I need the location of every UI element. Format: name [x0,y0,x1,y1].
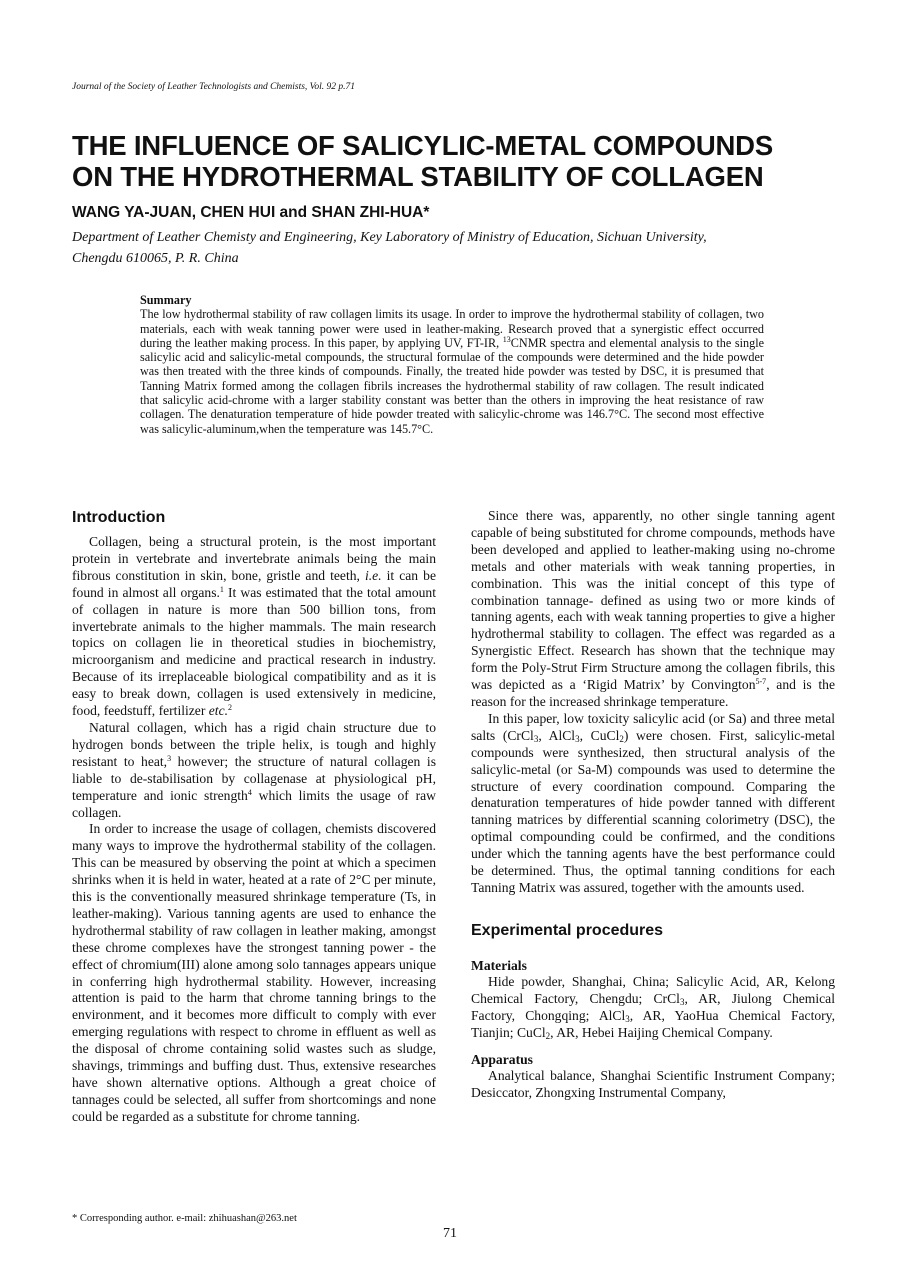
isotope-superscript: 13 [502,334,511,344]
title-line-2: ON THE HYDROTHERMAL STABILITY OF COLLAGEN [72,161,764,192]
text-run: it can be found in almost all organs. [72,567,436,600]
subscript: 3 [679,996,685,1007]
subscript: 3 [533,733,539,744]
right-column [471,508,835,1102]
journal-header: Journal of the Society of Leather Technologists and Chemists, Vol. 92 p.71 [72,82,356,92]
subscript: 2 [619,733,624,744]
text-run: , CuCl [579,727,620,743]
left-column [72,508,436,1126]
italic-text: etc. [208,703,229,719]
reference-superscript: 1 [219,584,224,594]
intro-paragraph-4 [471,508,835,711]
summary-section [140,293,764,436]
reference-superscript: 4 [247,787,252,797]
text-run: , AR, Jiulong Chemical Factory, Chongqing; AlCl [471,990,835,1023]
text-run: It was estimated that the total amount of collagen in nature is more than 500 billion tons, from invertebrate animals to the higher mammals. The main research topics on collagen lie in theoretical studies in biochemistry, microorganism and medicine and practical research in industry. Because of its irreplaceable biological compatibility and as it is easy to break down, collagen is used extensively in medicine, food, feedstuff, fertilizer [72,584,436,719]
summary-heading: Summary [140,293,192,307]
authors: WANG YA-JUAN, CHEN HUI and SHAN ZHI-HUA* [72,204,430,221]
summary-text [140,307,764,436]
apparatus-paragraph: Analytical balance, Shanghai Scientific Instrument Company; Desiccator, Zhongxing Instrumental Company, [471,1068,835,1101]
text-run: Collagen, being a structural protein, is the most important protein in vertebrate and invertebrate animals being the main fibrous constitution in skin, bone, gristle and teeth, [72,534,436,583]
subscript: 2 [545,1030,551,1041]
intro-paragraph-3: In order to increase the usage of collagen, chemists discovered many ways to improve the hydrothermal stability of the collagen. This can be measured by observing the point at which a specimen shrinks when it is held in water, heated at a rate of 2°C per minute, this is the conventionally measured shrinkage temperature (Ts, in leather-making). Various tanning agents are used to enhance the hydrothermal stability of raw collagen in leather making, amongst these chrome complexes have the strongest tanning power - the effect of chromium(III) alone among solo tannages appears unique in conferring high hydrothermal stability. However, increasing attention is paid to the harm that chrome tanning brings to the environment, and it becomes more difficult to comply with ever emerging regulations with respect to chrome in effluent as well as the disposal of chrome containing solid wastes such as sludge, shavings, trimmings and buffing dust. Thus, extensive researches have shown alternative options. Although a great choice of tannages could be selected, all suffer from shortcomings and none could be regarded as a substitute for chrome tanning. [72,821,436,1124]
affiliation-line-2: Chengdu 610065, P. R. China [72,251,239,266]
italic-text: i.e. [364,567,382,583]
reference-superscript: 2 [228,703,233,713]
apparatus-heading: Apparatus [471,1052,533,1068]
text-run: , and is the reason for the increased shrinkage temperature. [471,677,835,709]
text-run: which limits the usage of raw collagen. [72,787,436,820]
subscript: 3 [575,733,580,744]
text-run: Since there was, apparently, no other single tanning agent capable of being substituted for chrome compounds, methods have been developed and applied to leather-making using no-chrome metals and other materials with weak tanning properties, in combination. This was the initial concept of this type of combination tannage- defined as using two or more kinds of tanning agents, each with weak tanning properties to give a higher hydrothermal stability to collagen. The effect was regarded as a Synergistic Effect. Research has shown that the technique may form the Poly-Strut Firm Structure among the collagen fibrils, this was depicted as a ‘Rigid Matrix’ by Convington [471,508,835,693]
text-run: Hide powder, Shanghai, China; Salicylic Acid, AR, Kelong Chemical Factory, Chengdu; CrCl [471,973,835,1006]
experimental-heading: Experimental procedures [471,921,664,939]
reference-superscript: 3 [167,753,172,763]
intro-paragraph-1 [72,534,436,720]
materials-heading: Materials [471,957,527,973]
text-run: ) were chosen. First, salicylic-metal compounds were synthesized, then structural analysis of the salicylic-metal (or Sa-M) compounds was used to determine the structure of every coordination compound. Comparing the denaturation temperatures of hide powder tanned with different tanning matrices by differential scanning colorimetry (DSC), the optimal compounding could be confirmed, and the conditions under which the tanning agents have the best performance could be determined. Thus, the optimal tanning conditions for each Tanning Matrix was assured, together with the amounts used. [471,727,835,895]
spacer [471,1041,835,1051]
spacer [471,947,835,957]
text-run: , AR, Hebei Haijing Chemical Company. [550,1024,773,1040]
introduction-heading: Introduction [72,509,166,526]
text-run: Natural collagen, which has a rigid chain structure due to hydrogen bonds between the triple helix, is tough and highly resistant to heat, [72,719,436,769]
spacer [471,897,835,921]
corresponding-author-footnote: * Corresponding author. e-mail: zhihuashan@263.net [72,1213,297,1224]
page-number: 71 [443,1226,457,1241]
intro-paragraph-2 [72,720,436,821]
text-run: , AlCl [538,727,576,743]
materials-paragraph [471,974,835,1042]
text-run: , AR, YaoHua Chemical Factory, Tianjin; CuCl [471,1007,835,1040]
summary-text-part: CNMR spectra and elemental analysis to the single salicylic acid and salicylic-metal compounds, the structural formulae of the compounds were determined and the hide powder was then treated with the three kinds of compounds. Finally, the treated hide powder was tested by DSC, it is presumed that Tanning Matrix formed among the collagen fibrils increases the hydrothermal stability of raw collagen. The result indicated that salicylic acid-chrome with a larger stability constant was better than the others in improving the heat resistance of raw collagen. The denaturation temperature of hide powder treated with salicylic-chrome was 146.7°C. The second most effective was salicylic-aluminum,when the temperature was 145.7°C. [140,335,764,436]
summary-text-part: The low hydrothermal stability of raw collagen limits its usage. In order to improve the hydrothermal stability of collagen, two materials, each with weak tanning power were used in leather-making. Research proved that a synergistic effect occurred during the leather making process. In this paper, by applying UV, FT-IR, [140,307,764,350]
reference-superscript: 5-7 [755,677,767,687]
text-run: however; the structure of natural collagen is liable to de-stabilisation by collagenase at physiological pH, temperature and ionic strength [72,753,436,803]
subscript: 3 [625,1013,630,1024]
title-line-1: THE INFLUENCE OF SALICYLIC-METAL COMPOUNDS [72,130,773,161]
text-run: In this paper, low toxicity salicylic acid (or Sa) and three metal salts (CrCl [471,710,835,743]
intro-paragraph-5 [471,711,835,897]
affiliation-line-1: Department of Leather Chemisty and Engineering, Key Laboratory of Ministry of Education, Sichuan University, [72,230,707,245]
article-title [72,130,852,192]
affiliation [72,227,812,269]
